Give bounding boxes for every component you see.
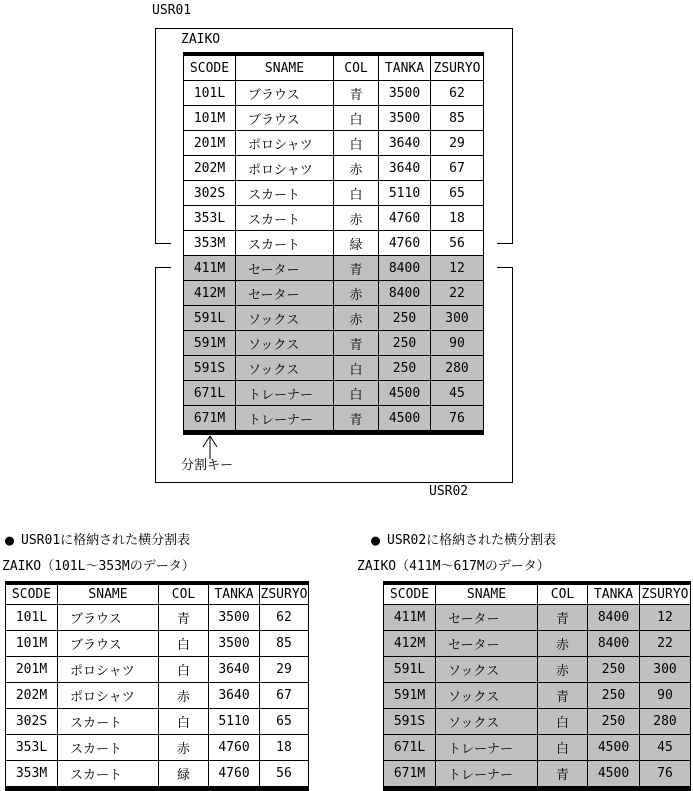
- cell: 22: [640, 631, 691, 657]
- cell: 12: [431, 256, 484, 281]
- usr01-subheading: ZAIKO（101L～353Mのデータ）: [2, 559, 195, 574]
- cell: 赤: [538, 631, 588, 657]
- cell: 3640: [209, 683, 260, 709]
- usr02-bracket-tick-right: [497, 267, 513, 268]
- table-row: [384, 683, 691, 709]
- cell: ソックス: [236, 331, 334, 356]
- cell: 3500: [379, 81, 431, 106]
- cell: スカート: [58, 735, 159, 761]
- cell: 201M: [6, 657, 58, 683]
- cell: ソックス: [236, 306, 334, 331]
- column-header: SCODE: [184, 54, 236, 81]
- cell: 76: [431, 406, 484, 433]
- cell: 3500: [379, 106, 431, 131]
- cell: 412M: [184, 281, 236, 306]
- cell: ポロシャツ: [236, 131, 334, 156]
- cell: 65: [260, 709, 309, 735]
- table-row: [184, 156, 484, 181]
- cell: スカート: [58, 709, 159, 735]
- cell: ブラウス: [236, 106, 334, 131]
- cell: 65: [431, 181, 484, 206]
- cell: 591M: [184, 331, 236, 356]
- cell: セーター: [436, 605, 538, 631]
- cell: 90: [640, 683, 691, 709]
- cell: 591S: [184, 356, 236, 381]
- header-row: [384, 583, 691, 605]
- cell: 4760: [209, 735, 260, 761]
- usr02-heading-text: USR02に格納された横分割表: [387, 533, 557, 548]
- cell: 青: [538, 605, 588, 631]
- cell: 412M: [384, 631, 436, 657]
- cell: 85: [431, 106, 484, 131]
- cell: 302S: [184, 181, 236, 206]
- cell: 18: [260, 735, 309, 761]
- cell: 101L: [6, 605, 58, 631]
- cell: 250: [379, 331, 431, 356]
- table-row: [184, 106, 484, 131]
- cell: 赤: [334, 206, 379, 231]
- cell: 青: [538, 683, 588, 709]
- arrow-up-icon: [199, 433, 221, 461]
- cell: 353M: [184, 231, 236, 256]
- cell: 白: [159, 657, 209, 683]
- bullet-icon: ●: [371, 531, 381, 549]
- cell: 353L: [6, 735, 58, 761]
- cell: 411M: [184, 256, 236, 281]
- table-row: [184, 81, 484, 106]
- cell: 591M: [384, 683, 436, 709]
- cell: 250: [588, 657, 640, 683]
- table-row: [6, 761, 309, 789]
- table-row: [184, 231, 484, 256]
- table-row: [184, 331, 484, 356]
- cell: スカート: [58, 761, 159, 789]
- table-row: [184, 381, 484, 406]
- cell: 白: [334, 106, 379, 131]
- table-row: [6, 605, 309, 631]
- cell: ソックス: [436, 709, 538, 735]
- cell: 62: [260, 605, 309, 631]
- cell: 85: [260, 631, 309, 657]
- table-row: [384, 631, 691, 657]
- cell: 4500: [379, 406, 431, 433]
- partition-key-label: 分割キー: [181, 458, 234, 473]
- column-header: COL: [334, 54, 379, 81]
- cell: ソックス: [436, 683, 538, 709]
- cell: 8400: [379, 281, 431, 306]
- usr02-subheading: ZAIKO（411M～617Mのデータ）: [357, 559, 550, 574]
- usr01-bracket-tick-right: [497, 243, 513, 244]
- column-header: SCODE: [6, 583, 58, 605]
- cell: 青: [334, 406, 379, 433]
- usr01-section-heading: [5, 533, 190, 548]
- column-header: COL: [159, 583, 209, 605]
- cell: 353M: [6, 761, 58, 789]
- column-header: ZSURYO: [431, 54, 484, 81]
- cell: 5110: [209, 709, 260, 735]
- cell: 3500: [209, 631, 260, 657]
- cell: 671M: [384, 761, 436, 789]
- cell: 緑: [159, 761, 209, 789]
- cell: 250: [588, 709, 640, 735]
- bullet-icon: ●: [5, 531, 15, 549]
- table-row: [384, 657, 691, 683]
- cell: 591L: [184, 306, 236, 331]
- column-header: TANKA: [379, 54, 431, 81]
- column-header: SNAME: [236, 54, 334, 81]
- cell: 302S: [6, 709, 58, 735]
- table-row: [184, 256, 484, 281]
- cell: 白: [334, 131, 379, 156]
- cell: 101M: [184, 106, 236, 131]
- table-row: [6, 683, 309, 709]
- cell: 4760: [379, 231, 431, 256]
- cell: 青: [334, 256, 379, 281]
- cell: 3640: [379, 156, 431, 181]
- cell: 202M: [184, 156, 236, 181]
- cell: 67: [260, 683, 309, 709]
- cell: 671L: [184, 381, 236, 406]
- column-header: ZSURYO: [640, 583, 691, 605]
- cell: 202M: [6, 683, 58, 709]
- cell: 赤: [334, 306, 379, 331]
- usr02-section-heading: [371, 533, 556, 548]
- usr01-bracket-tick-left: [155, 243, 171, 244]
- usr02-partial-table: [383, 581, 691, 791]
- cell: 29: [260, 657, 309, 683]
- zaiko-table-title: ZAIKO: [181, 32, 221, 47]
- cell: 18: [431, 206, 484, 231]
- cell: 赤: [159, 683, 209, 709]
- cell: 赤: [334, 281, 379, 306]
- cell: 赤: [334, 156, 379, 181]
- cell: ソックス: [236, 356, 334, 381]
- cell: スカート: [236, 181, 334, 206]
- cell: 56: [431, 231, 484, 256]
- cell: ブラウス: [58, 631, 159, 657]
- cell: 250: [379, 306, 431, 331]
- cell: 青: [538, 761, 588, 789]
- cell: 緑: [334, 231, 379, 256]
- cell: セーター: [436, 631, 538, 657]
- cell: 22: [431, 281, 484, 306]
- table-row: [384, 709, 691, 735]
- header-row: [6, 583, 309, 605]
- cell: セーター: [236, 281, 334, 306]
- cell: 赤: [159, 735, 209, 761]
- cell: 29: [431, 131, 484, 156]
- usr01-heading-text: USR01に格納された横分割表: [21, 533, 191, 548]
- cell: 90: [431, 331, 484, 356]
- table-row: [6, 631, 309, 657]
- column-header: TANKA: [209, 583, 260, 605]
- cell: 45: [640, 735, 691, 761]
- table-row: [384, 761, 691, 789]
- cell: 62: [431, 81, 484, 106]
- cell: ポロシャツ: [58, 683, 159, 709]
- cell: 白: [159, 631, 209, 657]
- cell: 白: [334, 381, 379, 406]
- cell: 8400: [379, 256, 431, 281]
- cell: 白: [334, 181, 379, 206]
- column-header: SNAME: [436, 583, 538, 605]
- cell: 250: [379, 356, 431, 381]
- cell: 12: [640, 605, 691, 631]
- cell: 591L: [384, 657, 436, 683]
- cell: 4760: [209, 761, 260, 789]
- cell: スカート: [236, 231, 334, 256]
- column-header: SNAME: [58, 583, 159, 605]
- cell: 671L: [384, 735, 436, 761]
- cell: 671M: [184, 406, 236, 433]
- cell: トレーナー: [436, 735, 538, 761]
- cell: ブラウス: [236, 81, 334, 106]
- table-row: [6, 709, 309, 735]
- cell: ブラウス: [58, 605, 159, 631]
- cell: 赤: [538, 657, 588, 683]
- cell: 青: [334, 331, 379, 356]
- cell: 8400: [588, 631, 640, 657]
- cell: トレーナー: [236, 406, 334, 433]
- cell: スカート: [236, 206, 334, 231]
- cell: 3640: [209, 657, 260, 683]
- cell: 白: [334, 356, 379, 381]
- cell: 4500: [588, 735, 640, 761]
- header-row: [184, 54, 484, 81]
- cell: 101L: [184, 81, 236, 106]
- cell: 591S: [384, 709, 436, 735]
- cell: 白: [538, 735, 588, 761]
- table-row: [184, 356, 484, 381]
- cell: 3500: [209, 605, 260, 631]
- table-row: [184, 181, 484, 206]
- table-row: [6, 735, 309, 761]
- cell: 青: [334, 81, 379, 106]
- column-header: TANKA: [588, 583, 640, 605]
- cell: 4760: [379, 206, 431, 231]
- cell: 280: [640, 709, 691, 735]
- zaiko-table: [183, 52, 484, 435]
- cell: 76: [640, 761, 691, 789]
- cell: セーター: [236, 256, 334, 281]
- cell: トレーナー: [236, 381, 334, 406]
- column-header: SCODE: [384, 583, 436, 605]
- cell: 56: [260, 761, 309, 789]
- table-row: [6, 657, 309, 683]
- table-row: [184, 306, 484, 331]
- column-header: COL: [538, 583, 588, 605]
- cell: トレーナー: [436, 761, 538, 789]
- cell: 280: [431, 356, 484, 381]
- cell: 8400: [588, 605, 640, 631]
- table-row: [384, 735, 691, 761]
- table-row: [184, 281, 484, 306]
- usr01-label: USR01: [152, 3, 192, 18]
- cell: 4500: [588, 761, 640, 789]
- usr02-label: USR02: [429, 484, 469, 499]
- cell: 300: [640, 657, 691, 683]
- cell: 300: [431, 306, 484, 331]
- cell: 353L: [184, 206, 236, 231]
- cell: 白: [159, 709, 209, 735]
- cell: 67: [431, 156, 484, 181]
- cell: 45: [431, 381, 484, 406]
- table-row: [184, 131, 484, 156]
- table-row: [384, 605, 691, 631]
- cell: ポロシャツ: [58, 657, 159, 683]
- cell: 青: [159, 605, 209, 631]
- table-row: [184, 206, 484, 231]
- cell: 3640: [379, 131, 431, 156]
- usr02-bracket-tick-left: [155, 267, 171, 268]
- cell: 411M: [384, 605, 436, 631]
- cell: 5110: [379, 181, 431, 206]
- cell: 白: [538, 709, 588, 735]
- table-row: [184, 406, 484, 433]
- cell: ソックス: [436, 657, 538, 683]
- column-header: ZSURYO: [260, 583, 309, 605]
- cell: 4500: [379, 381, 431, 406]
- cell: ポロシャツ: [236, 156, 334, 181]
- cell: 201M: [184, 131, 236, 156]
- cell: 101M: [6, 631, 58, 657]
- usr01-partial-table: [5, 581, 309, 791]
- cell: 250: [588, 683, 640, 709]
